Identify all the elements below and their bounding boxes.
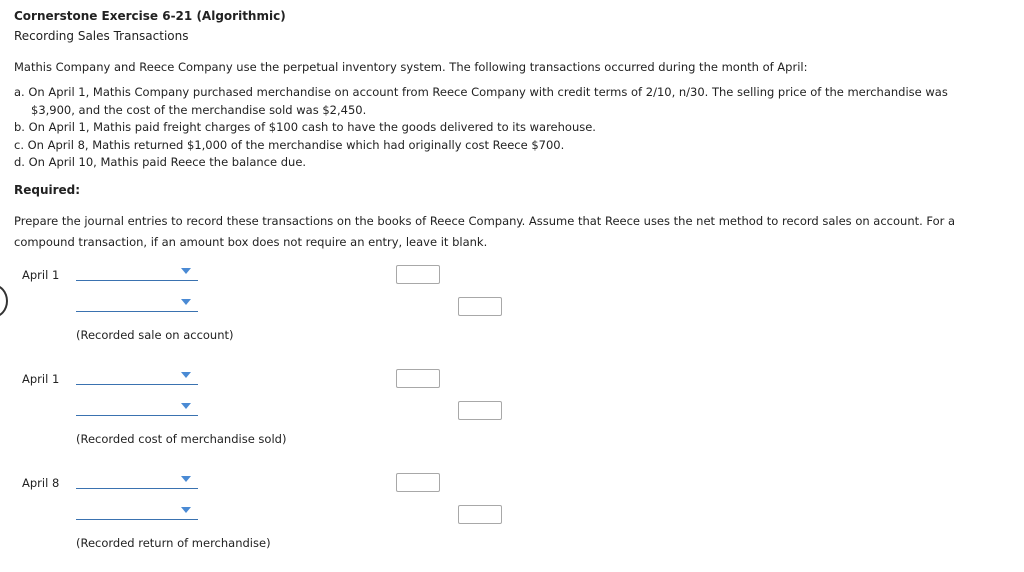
transaction-d: d. On April 10, Mathis paid Reece the balance due.	[14, 155, 307, 169]
transaction-b: b. On April 1, Mathis paid freight charges of $100 cash to have the goods delivered to its warehouse.	[14, 120, 596, 134]
entry-note: (Recorded sale on account)	[76, 328, 234, 342]
debit-account-dropdown[interactable]	[76, 266, 198, 281]
credit-account-dropdown[interactable]	[76, 297, 198, 312]
cursor-circle	[0, 284, 8, 318]
problem-intro: Mathis Company and Reece Company use the perpetual inventory system. The following transactions occurred during the month of April:	[14, 60, 808, 74]
credit-amount-input[interactable]	[458, 505, 502, 524]
caret-down-icon	[181, 299, 191, 305]
entry-date: April 1	[22, 372, 60, 386]
caret-down-icon	[181, 403, 191, 409]
credit-amount-input[interactable]	[458, 297, 502, 316]
required-heading: Required:	[14, 183, 81, 197]
transaction-list	[14, 84, 994, 172]
entry-note: (Recorded return of merchandise)	[76, 536, 271, 550]
debit-account-dropdown[interactable]	[76, 370, 198, 385]
credit-account-dropdown[interactable]	[76, 401, 198, 416]
caret-down-icon	[181, 507, 191, 513]
debit-amount-input[interactable]	[396, 369, 440, 388]
debit-account-dropdown[interactable]	[76, 474, 198, 489]
transaction-c: c. On April 8, Mathis returned $1,000 of the merchandise which had originally cost Reece $700.	[14, 137, 565, 152]
required-instructions: Prepare the journal entries to record these transactions on the books of Reece Company. Assume that Reece uses the net method to record sales on account. For a compound transaction, if an amount box does not require an entry, leave it blank.	[14, 214, 956, 249]
caret-down-icon	[181, 476, 191, 482]
debit-amount-input[interactable]	[396, 473, 440, 492]
exercise-subtitle: Recording Sales Transactions	[14, 29, 189, 43]
transaction-a: a. On April 1, Mathis Company purchased merchandise on account from Reece Company with credit terms of 2/10, n/30. The selling price of the merchandise was $3,900, and the cost of the merchandise sold was $2,450.	[14, 85, 948, 117]
caret-down-icon	[181, 268, 191, 274]
debit-amount-input[interactable]	[396, 265, 440, 284]
caret-down-icon	[181, 372, 191, 378]
exercise-title: Cornerstone Exercise 6-21 (Algorithmic)	[14, 9, 286, 23]
credit-amount-input[interactable]	[458, 401, 502, 420]
entry-note: (Recorded cost of merchandise sold)	[76, 432, 287, 446]
credit-account-dropdown[interactable]	[76, 505, 198, 520]
entry-date: April 1	[22, 268, 60, 282]
entry-date: April 8	[22, 476, 60, 490]
